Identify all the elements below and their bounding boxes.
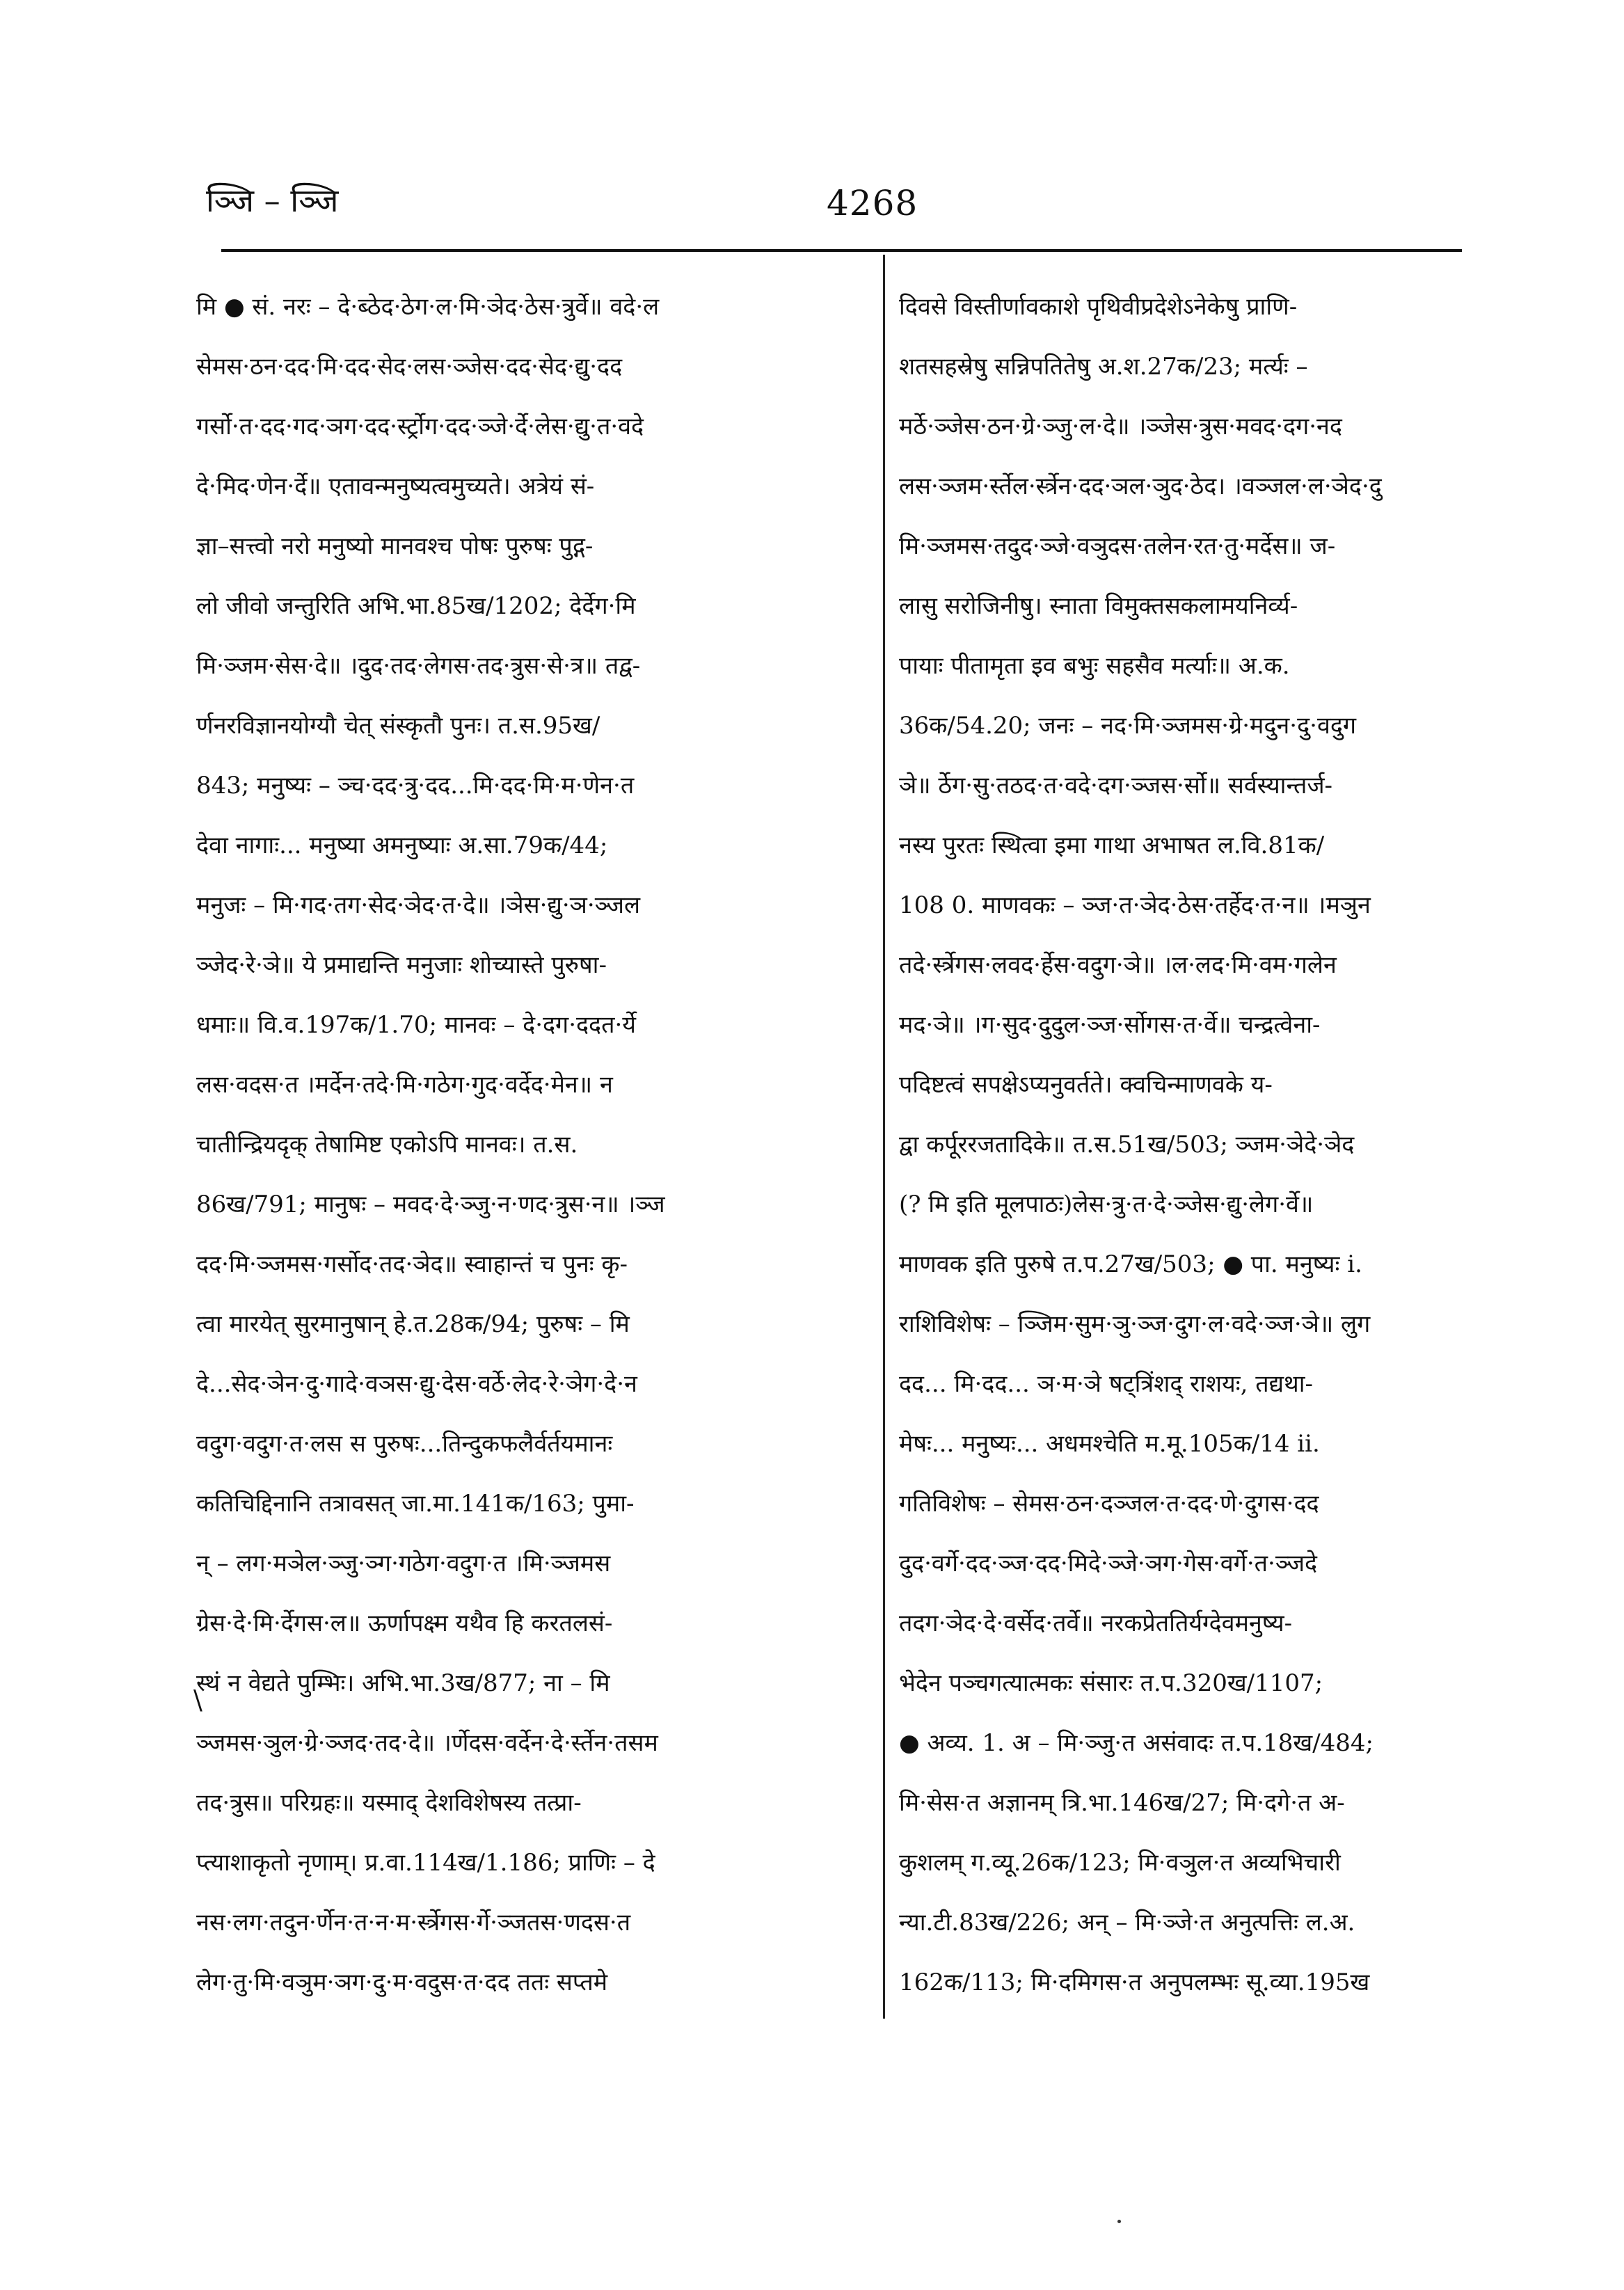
text-line: धमाः॥ वि.व.197क/1.70; मानवः – दे·दग·ददत·र्ये [196,1011,637,1039]
text-line: (? मि इति मूलपाठः)लेस·त्रु·त·दे·ञ्जेस·द्यु·लेग·र्वे॥ [899,1191,1314,1218]
text-line: तद·त्रुस॥ परिग्रहः॥ यस्माद् देशविशेषस्य तत्प्रा- [196,1789,582,1817]
text-line: दद·मि·ञ्जमस·गर्सोद·तद·ञेद॥ स्वाहान्तं च पुनः कृ- [196,1250,628,1278]
text-line: मि·ञ्जमस·तदुद·ञ्जे·वञुदस·तलेन·रत·तु·मर्देस॥ ज- [899,532,1336,560]
right-column [899,277,1464,2017]
text-line: 162क/113; मि·दमिगस·त अनुपलम्भः सू.व्या.195ख [899,1969,1370,1996]
text-line: लस·ञ्जम·र्स्तेल·र्स्त्रेन·दद·ञल·ञुद·ठेद। ।वञ्जल·ल·ञेद·दु [899,472,1382,500]
text-line: गर्सो·त·दद·गद·ञग·दद·र्स्ट्रोग·दद·ञ्जे·र्दे·लेस·द्यु·त·वदे [196,413,644,440]
text-line: प्त्याशाकृतो नृणाम्। प्र.वा.114ख/1.186; प्राणिः – दे [196,1849,655,1877]
text-line: कुशलम् ग.व्यू.26क/123; मि·वञुल·त अव्यभिचारी [899,1849,1341,1877]
text-line: वदुग·वदुग·त·लस स पुरुषः...तिन्दुकफलैर्वर्तयमानः [196,1430,613,1458]
text-line: ञे॥ र्ठेग·सु·तठद·त·वदे·दग·ञ्जस·र्सो॥ सर्वस्यान्तर्ज- [899,772,1333,800]
text-line: लस·वदस·त ।मर्देन·तदे·मि·गठेग·गुद·वर्देद·मेन॥ न [196,1071,613,1099]
text-line: द्वा कर्पूररजतादिके॥ त.स.51ख/503; ञ्जम·ञेदे·ञेद [899,1131,1355,1159]
text-line: ञ्जेद·रे·ञे॥ ये प्रमाद्यन्ति मनुजाः शोच्यास्ते पुरुषा- [196,951,607,979]
text-line: ज्ञा–सत्त्वो नरो मनुष्यो मानवश्च पोषः पुरुषः पुद्ग- [196,532,594,560]
text-line: 86ख/791; मानुषः – मवद·दे·ञ्जु·न·णद·त्रुस·न॥ ।ञ्ज [196,1191,665,1218]
text-line: स्थं न वेद्यते पुम्भिः। अभि.भा.3ख/877; ना – मि [196,1669,610,1697]
text-line: ● अव्य. 1. अ – मि·ञ्जु·त असंवादः त.प.18ख/484; [899,1729,1374,1757]
text-line: र्णनरविज्ञानयोग्यौ चेत् संस्कृतौ पुनः। त.स.95ख/ [196,712,600,740]
text-line: 843; मनुष्यः – ञ्च·दद·त्रु·दद...मि·दद·मि·म·णेन·त [196,772,635,800]
text-line: त्वा मारयेत् सुरमानुषान् हे.त.28क/94; पुरुषः – मि [196,1310,630,1338]
text-line: पदिष्टत्वं सपक्षेऽप्यनुवर्तते। क्वचिन्माणवके य- [899,1071,1273,1099]
text-line: दिवसे विस्तीर्णावकाशे पृथिवीप्रदेशेऽनेकेषु प्राणि- [899,293,1298,321]
page-number: 4268 [827,183,918,223]
text-line: ञ्जमस·ञुल·ग्रे·ञ्जद·तद·दे॥ ।र्णेदस·वर्देन·दे·र्स्तेन·तसम [196,1729,658,1757]
text-line: मनुजः – मि·गद·तग·सेद·ञेद·त·दे॥ ।ञेस·द्यु·ञ·ञ्जल [196,891,640,919]
text-line: देवा नागाः... मनुष्या अमनुष्याः अ.सा.79क/44; [196,832,608,859]
text-line: राशिविशेषः – ञ्जिम·सुम·ञु·ञ्ज·दुग·ल·वदे·ञ्ज·ञे॥ लुग [899,1310,1371,1338]
column-divider [883,255,885,2019]
text-line: न्या.टी.83ख/226; अन् – मि·ञ्जे·त अनुत्पत्तिः ल.अ. [899,1909,1355,1937]
text-line: मर्ठे·ञ्जेस·ठन·ग्रे·ञ्जु·ल·दे॥ ।ञ्जेस·त्रुस·मवद·दग·नद [899,413,1342,440]
left-column [196,277,864,2017]
text-line: दे·मिद·णेन·र्दे॥ एतावन्मनुष्यत्वमुच्यते। अत्रेयं सं- [196,472,595,500]
text-line: माणवक इति पुरुषे त.प.27ख/503; ● पा. मनुष्यः i. [899,1250,1362,1278]
text-line: पायाः पीतामृता इव बभुः सहसैव मर्त्याः॥ अ.क. [899,652,1290,680]
text-line: सेमस·ठन·दद·मि·दद·सेद·लस·ञ्जेस·दद·सेद·द्यु·दद [196,353,623,381]
text-line: नस्य पुरतः स्थित्वा इमा गाथा अभाषत ल.वि.81क/ [899,832,1325,859]
text-line: लो जीवो जन्तुरिति अभि.भा.85ख/1202; देर्देग·मि [196,592,636,620]
text-line: चातीन्द्रियदृक् तेषामिष्ट एकोऽपि मानवः। त.स. [196,1131,578,1159]
text-line: मि·सेस·त अज्ञानम् त्रि.भा.146ख/27; मि·दगे·त अ- [899,1789,1345,1817]
text-line: तदे·र्स्त्रेगस·लवद·र्हेस·वदुग·ञे॥ ।ल·लद·मि·वम·गलेन [899,951,1337,979]
margin-mark: \ [193,1685,202,1715]
text-line: दद... मि·दद... ञ·म·ञे षट्त्रिंशद् राशयः, तद्यथा- [899,1370,1314,1398]
text-line: कतिचिद्दिनानि तत्रावसत् जा.मा.141क/163; पुमा- [196,1490,635,1518]
text-line: 108 0. माणवकः – ञ्ज·त·ञेद·ठेस·तर्हेद·त·न॥ ।मञुन [899,891,1371,919]
text-line: शतसहस्रेषु सन्निपतितेषु अ.श.27क/23; मर्त्यः – [899,353,1308,381]
text-line: मि·ञ्जम·सेस·दे॥ ।दुद·तद·लेगस·तद·त्रुस·से·त्र॥ तद्व- [196,652,641,680]
speck-mark [1117,2220,1121,2223]
text-line: न् – लग·मञेल·ञ्जु·ञ्ग·गठेग·वदुग·त ।मि·ञ्जमस [196,1550,611,1577]
text-line: 36क/54.20; जनः – नद·मि·ञ्जमस·ग्रे·मदुन·दु·वदुग [899,712,1357,740]
text-line: गतिविशेषः – सेमस·ठन·दञ्जल·त·दद·णे·दुगस·दद [899,1490,1319,1518]
text-line: तदग·ञेद·दे·वर्सेद·तर्वे॥ नरकप्रेततिर्यग्देवमनुष्य- [899,1609,1293,1637]
text-line: मद·ञे॥ ।ग·सुद·दुदुल·ञ्ज·र्सोगस·त·र्वे॥ चन्द्रत्वेना- [899,1011,1321,1039]
page-header [0,0,1624,264]
text-line: लेग·तु·मि·वञुम·ञग·दु·म·वदुस·त·दद ततः सप्तमे [196,1969,608,1996]
text-line: मेषः... मनुष्यः... अधमश्चेति म.मू.105क/14 ii. [899,1430,1320,1458]
running-head: ञ्जि – ञ्जि [206,182,339,219]
text-line: नस·लग·तदुन·र्णेन·त·न·म·र्स्त्रेगस·र्गे·ञ्जतस·णदस·त [196,1909,631,1937]
header-rule [221,249,1462,252]
text-line: दुद·वर्गे·दद·ञ्ज·दद·मिदे·ञ्जे·ञग·गेस·वर्गे·त·ञ्जदे [899,1550,1318,1577]
text-line: लासु सरोजिनीषु। स्नाता विमुक्तसकलामयनिर्व्य- [899,592,1298,620]
text-line: मि ● सं. नरः – दे·ब्ठेद·ठेग·ल·मि·ञेद·ठेस·त्रुर्वे॥ वदे·ल [196,293,660,321]
text-line: ग्रेस·दे·मि·र्देगस·ल॥ ऊर्णापक्ष्म यथैव हि करतलसं- [196,1609,613,1637]
text-line: दे...सेद·ञेन·दु·गादे·वञस·द्यु·देस·वर्ठे·लेद·रे·ञेग·दे·न [196,1370,637,1398]
text-line: भेदेन पञ्चगत्यात्मकः संसारः त.प.320ख/1107; [899,1669,1323,1697]
